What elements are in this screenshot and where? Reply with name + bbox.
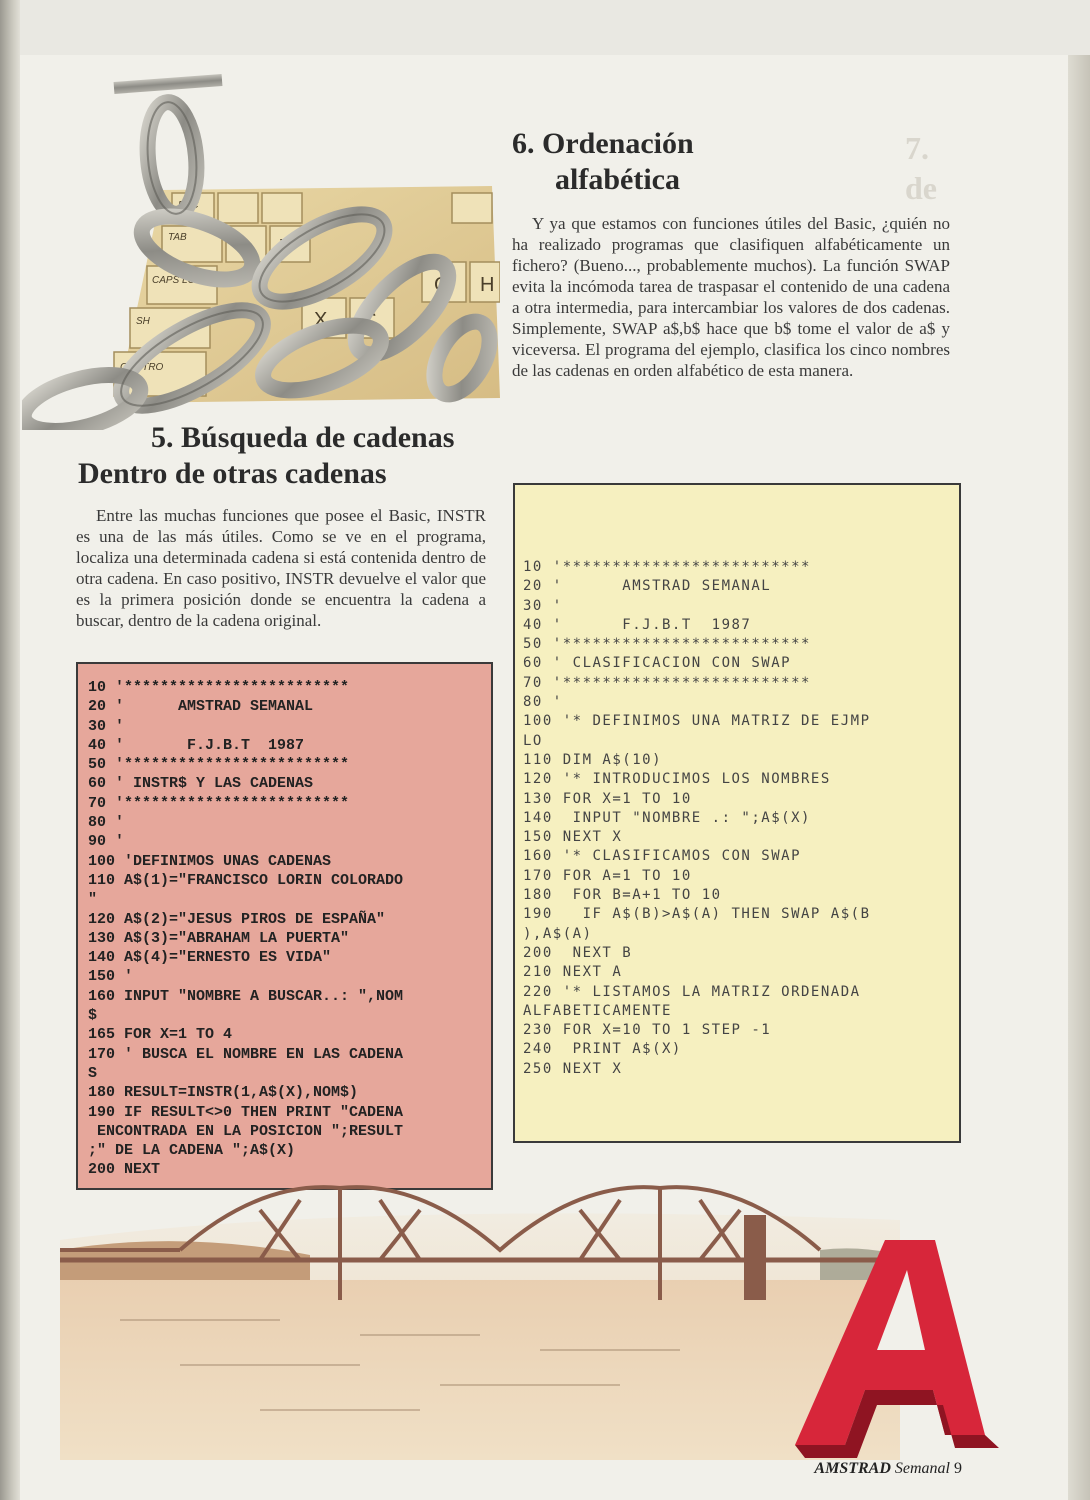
code-line: 250 NEXT X xyxy=(523,1060,623,1077)
footer-brand: AMSTRAD xyxy=(814,1460,891,1477)
code-line: 30 ' xyxy=(88,717,125,735)
code-line: ;" DE LA CADENA ";A$(X) xyxy=(88,1142,296,1160)
code-line: 70 '************************* xyxy=(88,794,350,812)
key xyxy=(452,193,492,223)
section-6-title xyxy=(512,126,694,198)
code-line: 40 ' F.J.B.T 1987 xyxy=(523,616,752,633)
code-line: 200 NEXT B xyxy=(523,944,633,961)
code-line: 230 FOR X=10 TO 1 STEP -1 xyxy=(523,1022,772,1039)
page-number: 9 xyxy=(954,1460,962,1477)
section-6-paragraph: Y ya que estamos con funciones útiles del Basic, ¿quién no ha realizado programas que clasifiquen alfabéticamente un fichero? (Bueno..., probablemente muchos). La función SWAP evita la incómoda tarea de traspasar el contenido de una cadena a otra intermedia, para intercambiar los valores de dos cadenas. Simplemente, SWAP a$,b$ hace que b$ tome el valor de a$ y viceversa. El programa del ejemplo, clasifica los cinco nombres de las cadenas en orden alfabético de esta manera. xyxy=(512,214,950,380)
key-label: C xyxy=(362,309,377,331)
section-6-title-line1: 6. Ordenación xyxy=(512,127,694,160)
code-line: 40 ' F.J.B.T 1987 xyxy=(88,736,305,754)
key-label: G xyxy=(434,274,450,296)
code-line: 100 'DEFINIMOS UNAS CADENAS xyxy=(88,852,332,870)
page-top-margin xyxy=(0,0,1090,55)
code-line: 210 NEXT A xyxy=(523,964,623,981)
code-line: 180 RESULT=INSTR(1,A$(X),NOM$) xyxy=(88,1084,359,1102)
code-lines xyxy=(523,558,959,1079)
code-line: 200 NEXT xyxy=(88,1161,161,1179)
key xyxy=(218,193,258,223)
code-line: 150 ' xyxy=(88,968,134,986)
code-line: 120 A$(2)="JESUS PIROS DE ESPAÑA" xyxy=(88,910,386,928)
code-line: 190 IF A$(B)>A$(A) THEN SWAP A$(B xyxy=(523,906,871,923)
code-line: ENCONTRADA EN LA POSICION ";RESULT xyxy=(88,1122,404,1140)
code-line: " xyxy=(88,891,98,909)
code-lines xyxy=(88,678,491,1180)
code-line: 180 FOR B=A+1 TO 10 xyxy=(523,887,722,904)
chains-keyboard-illustration xyxy=(22,58,500,430)
section-6-title-line2: alfabética xyxy=(555,163,680,196)
bleed-through-text: de xyxy=(905,170,937,206)
code-line: 140 INPUT "NOMBRE .: ";A$(X) xyxy=(523,809,811,826)
code-line: 110 A$(1)="FRANCISCO LORIN COLORADO xyxy=(88,871,404,889)
code-line: 130 FOR X=1 TO 10 xyxy=(523,790,692,807)
code-line: 60 ' CLASIFICACION CON SWAP xyxy=(523,655,792,672)
code-line: 150 NEXT X xyxy=(523,829,623,846)
swap-code-listing xyxy=(513,483,961,1143)
code-line: 110 DIM A$(10) xyxy=(523,751,663,768)
key-label: SH xyxy=(136,316,150,327)
section-5-title-line2: Dentro de otras cadenas xyxy=(78,457,387,490)
code-line: 10 '************************* xyxy=(88,679,350,696)
section-5-title xyxy=(78,420,493,492)
code-line: 100 '* DEFINIMOS UNA MATRIZ DE EJMP xyxy=(523,713,871,730)
code-line: S xyxy=(88,1064,98,1082)
code-line: 190 IF RESULT<>0 THEN PRINT "CADENA xyxy=(88,1103,404,1121)
code-line: ),A$(A) xyxy=(523,925,593,942)
code-line: LO xyxy=(523,732,543,749)
amstrad-a-logo xyxy=(785,1230,1005,1460)
code-line: 140 A$(4)="ERNESTO ES VIDA" xyxy=(88,949,332,967)
code-line: 120 '* INTRODUCIMOS LOS NOMBRES xyxy=(523,771,831,788)
bleed-through-text: 7. xyxy=(905,130,929,166)
section-5-title-line1: 5. Búsqueda de cadenas xyxy=(151,421,455,454)
code-line: 160 INPUT "NOMBRE A BUSCAR..: ",NOM xyxy=(88,987,404,1005)
key xyxy=(262,193,302,223)
page-gutter xyxy=(0,0,20,1500)
page-right-edge xyxy=(1068,55,1090,1500)
bridge-tower xyxy=(744,1215,766,1300)
key-label: Q xyxy=(236,236,252,258)
code-line: 80 ' xyxy=(523,694,563,711)
page-footer xyxy=(814,1460,962,1478)
section-5-paragraph: Entre las muchas funciones que posee el Basic, INSTR es una de las más útiles. Como se ve en el programa, localiza una determinada cadena si está contenida dentro de otra cadena. En caso positivo, INSTR devuelve el valor que es la primera posición donde se encuentra la cadena a buscar, dentro de la cadena original. xyxy=(76,506,486,630)
key-label: CAPS LOCK xyxy=(152,275,210,286)
code-line: 50 '************************* xyxy=(523,636,811,653)
code-line: 90 ' xyxy=(88,833,125,851)
code-line: 60 ' INSTR$ Y LAS CADENAS xyxy=(88,775,314,793)
code-line: 80 ' xyxy=(88,814,125,832)
key-label: TAB xyxy=(168,232,187,243)
river-water xyxy=(60,1280,900,1460)
key-label: V xyxy=(280,236,294,258)
code-line: 170 ' BUSCA EL NOMBRE EN LAS CADENA xyxy=(88,1045,404,1063)
instr-code-listing xyxy=(76,662,493,1190)
code-line: 160 '* CLASIFICAMOS CON SWAP xyxy=(523,848,802,865)
code-line: 70 '************************* xyxy=(523,674,811,691)
code-line: 30 ' xyxy=(523,597,563,614)
code-line: 50 '************************* xyxy=(88,756,350,774)
code-line: 165 FOR X=1 TO 4 xyxy=(88,1026,233,1044)
code-line: $ xyxy=(88,1007,98,1025)
code-line: 20 ' AMSTRAD SEMANAL xyxy=(88,698,314,716)
key-label: CONTRO xyxy=(120,362,164,373)
key-label: X xyxy=(314,309,328,331)
code-line: 20 ' AMSTRAD SEMANAL xyxy=(523,578,772,595)
code-line: ALFABETICAMENTE xyxy=(523,1002,672,1019)
key-label: ESC xyxy=(178,200,199,211)
code-line: 240 PRINT A$(X) xyxy=(523,1041,682,1058)
footer-publication: Semanal xyxy=(894,1460,950,1477)
key-label: H xyxy=(480,274,495,296)
code-line: 130 A$(3)="ABRAHAM LA PUERTA" xyxy=(88,929,350,947)
code-line: 170 FOR A=1 TO 10 xyxy=(523,867,692,884)
code-line: 10 '************************* xyxy=(523,559,811,575)
code-line: 220 '* LISTAMOS LA MATRIZ ORDENADA xyxy=(523,983,861,1000)
